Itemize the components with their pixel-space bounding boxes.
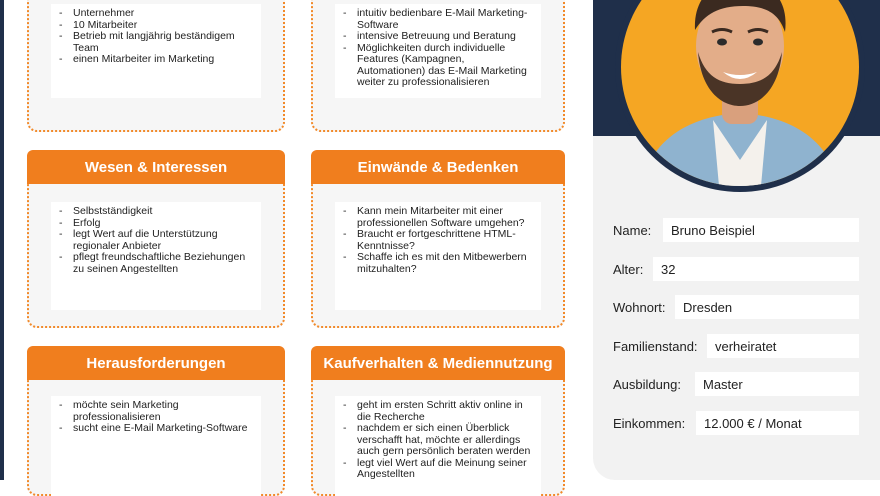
list-item: - Betrieb mit langjährig beständigem Team	[59, 31, 253, 54]
list-item: - Möglichkeiten durch individuelle Features (Kampagnen, Automationen) das E-Mail Marketing weiter zu professionalisieren	[343, 43, 533, 89]
list-item: - Unternehmer	[59, 8, 253, 20]
card-title: Wesen & Interessen	[27, 150, 285, 184]
card-body	[51, 202, 261, 310]
card-einwaende-bedenken	[311, 150, 565, 328]
list-item: - legt Wert auf die Unterstützung regionaler Anbieter	[59, 229, 253, 252]
card-title: Herausforderungen	[27, 346, 285, 380]
card-list	[59, 400, 253, 435]
card-title: Einwände & Bedenken	[311, 150, 565, 184]
age-label: Alter:	[613, 262, 644, 277]
card-goals-list	[343, 8, 533, 89]
residence-label: Wohnort:	[613, 300, 666, 315]
list-item: - Kann mein Mitarbeiter mit einer professionellen Software umgehen?	[343, 206, 533, 229]
income-label: Einkommen:	[613, 416, 686, 431]
profile-panel	[593, 0, 880, 480]
card-company-list	[59, 8, 253, 66]
card-company-body	[51, 4, 261, 98]
list-item: - Braucht er fortgeschrittene HTML-Kenntnisse?	[343, 229, 533, 252]
card-goals-body	[335, 4, 541, 98]
left-edge-divider	[0, 0, 4, 480]
card-title: Kaufverhalten & Mediennutzung	[311, 346, 565, 380]
list-item: - legt viel Wert auf die Meinung seiner Angestellten	[343, 458, 533, 481]
card-body	[51, 396, 261, 496]
name-field: Bruno Beispiel	[663, 218, 859, 242]
card-body	[335, 202, 541, 310]
list-item: - nachdem er sich einen Überblick verschafft hat, möchte er allerdings auch gern persönlich beraten werden	[343, 423, 533, 458]
list-item: - möchte sein Marketing professionalisieren	[59, 400, 253, 423]
card-list	[59, 206, 253, 275]
card-list	[343, 206, 533, 275]
name-label: Name:	[613, 223, 652, 238]
card-wesen-interessen	[27, 150, 285, 328]
card-list	[343, 400, 533, 481]
card-herausforderungen	[27, 346, 285, 496]
list-item: - sucht eine E-Mail Marketing-Software	[59, 423, 253, 435]
education-label: Ausbildung:	[613, 377, 681, 392]
income-field: 12.000 € / Monat	[696, 411, 859, 435]
list-item: - intuitiv bedienbare E-Mail Marketing-Software	[343, 8, 533, 31]
education-field: Master	[695, 372, 859, 396]
list-item: - Selbstständigkeit	[59, 206, 253, 218]
card-goals	[311, 0, 565, 132]
list-item: - einen Mitarbeiter im Marketing	[59, 54, 253, 66]
residence-field: Dresden	[675, 295, 859, 319]
card-body	[335, 396, 541, 496]
age-field: 32	[653, 257, 859, 281]
card-kaufverhalten-mediennutzung	[311, 346, 565, 496]
list-item: - Schaffe ich es mit den Mitbewerbern mitzuhalten?	[343, 252, 533, 275]
marital-status-label: Familienstand:	[613, 339, 698, 354]
marital-status-field: verheiratet	[707, 334, 859, 358]
list-item: - 10 Mitarbeiter	[59, 20, 253, 32]
list-item: - pflegt freundschaftliche Beziehungen zu seinen Angestellten	[59, 252, 253, 275]
list-item: - intensive Betreuung und Beratung	[343, 31, 533, 43]
card-company	[27, 0, 285, 132]
list-item: - geht im ersten Schritt aktiv online in die Recherche	[343, 400, 533, 423]
list-item: - Erfolg	[59, 218, 253, 230]
